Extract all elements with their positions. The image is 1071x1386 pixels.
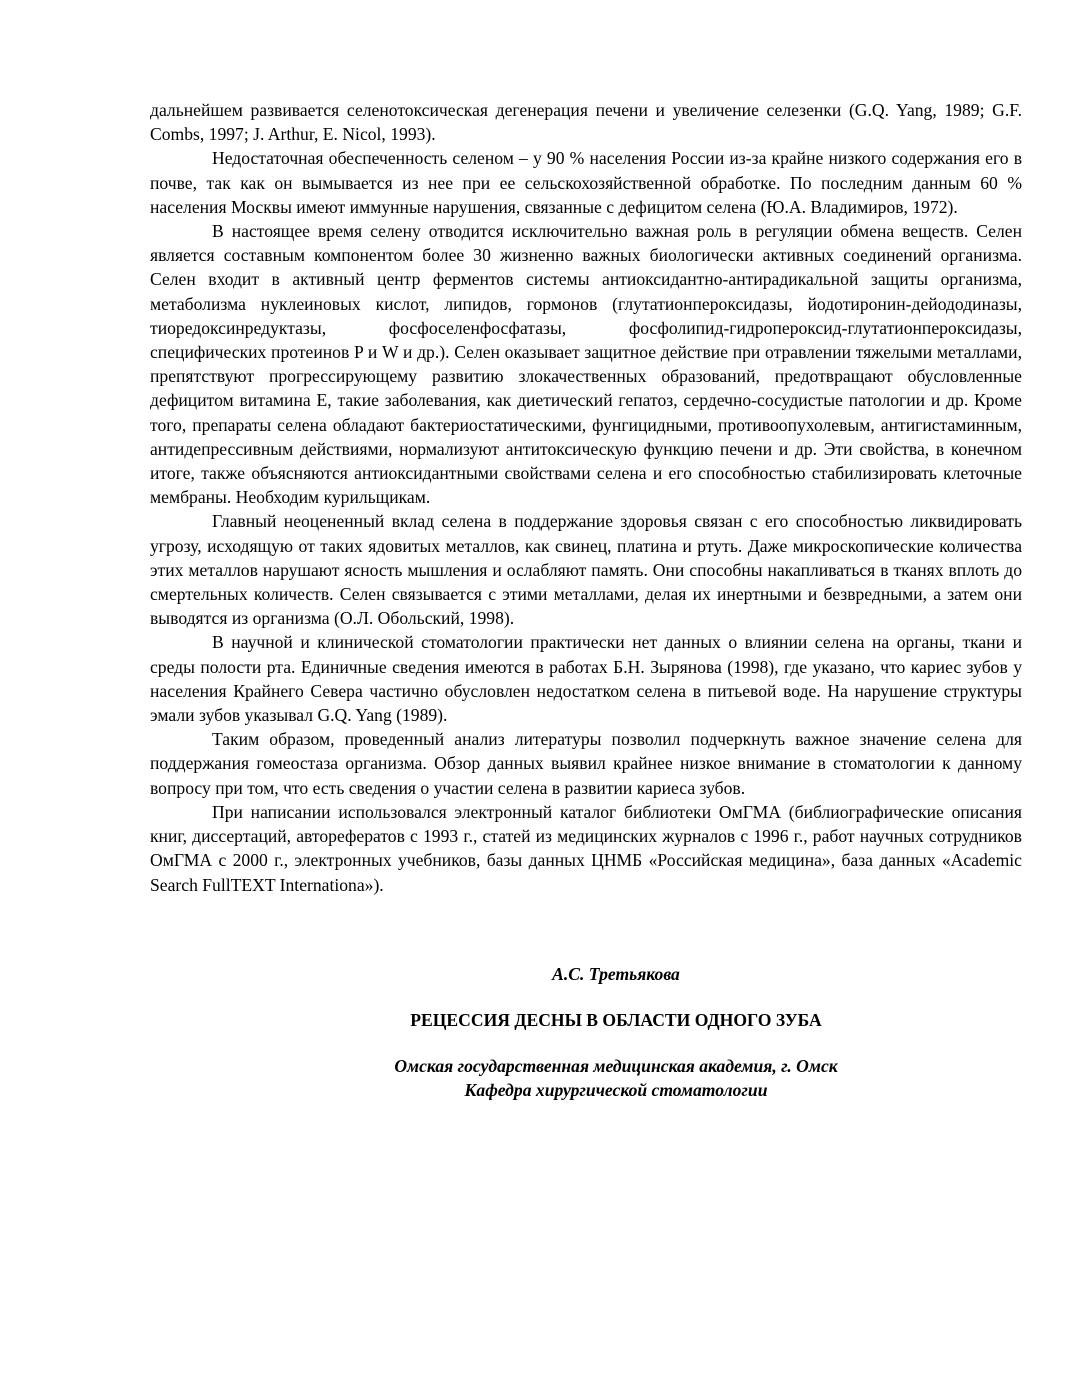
paragraph-selenium-role: В настоящее время селену отводится исключительно важная роль в регуляции обмена веществ. Селен является составным компонентом более 30 жизненно важных биологически активных соединений организма. Селен входит в активный центр ферментов системы антиоксидантно-антирадикальной защиты организма, метаболизма нуклеиновых кислот, липидов, гормонов (глутатионпероксидазы, йодотиронин-дейододиназы, тиоредоксинредуктазы, фосфоселенфосфатазы, фосфолипид-гидропероксид-глутатионпероксидазы, специфических протеинов P и W и др.). Селен оказывает защитное действие при отравлении тяжелыми металлами, препятствуют прогрессирующему развитию злокачественных образований, предотвращают обусловленные дефицитом витамина Е, такие заболевания, как диетический гепатоз, сердечно-сосудистые патологии и др. Кроме того, препараты селена обладают бактериостатическими, фунгицидными, противоопухолевым, антигистаминным, антидепрессивным действиями, нормализуют антитоксическую функцию печени и др. Эти свойства, в конечном итоге, также объясняются антиоксидантными свойствами селена и его способностью стабилизировать клеточные мембраны. Необходим курильщикам.	[150, 221, 1022, 508]
paragraph-selenium-deficiency: Недостаточная обеспеченность селеном – у 90 % населения России из-за крайне низкого содержания его в почве, так как он вымывается из нее при ее сельскохозяйственной обработке. По последним данным 60 % населения Москвы имеют иммунные нарушения, связанные с дефицитом селена (Ю.А. Владимиров, 1972).	[150, 148, 1022, 217]
document-page	[150, 98, 1022, 1103]
paragraph-catalog: При написании использовался электронный каталог библиотеки ОмГМА (библиографические описания книг, диссертаций, авторефератов с 1993 г., статей из медицинских журналов с 1996 г., работ научных сотрудников ОмГМА с 2000 г., электронных учебников, базы данных ЦНМБ «Российская медицина», база данных «Academic Search FullTEXT Internationa»).	[150, 801, 1022, 895]
article-author: А.С. Третьякова	[552, 963, 680, 984]
article-affiliation-institution: Омская государственная медицинская академия, г. Омск	[394, 1056, 838, 1077]
article-affiliation-department: Кафедра хирургической стоматологии	[464, 1080, 768, 1101]
next-article-header	[150, 962, 1022, 1103]
article-title: РЕЦЕССИЯ ДЕСНЫ В ОБЛАСТИ ОДНОГО ЗУБА	[410, 1009, 822, 1030]
paragraph-dentistry: В научной и клинической стоматологии практически нет данных о влиянии селена на органы, ткани и среды полости рта. Единичные сведения имеются в работах Б.Н. Зырянова (1998), где указано, что кариес зубов у населения Крайнего Севера частично обусловлен недостатком селена в питьевой воде. На нарушение структуры эмали зубов указывал G.Q. Yang (1989).	[150, 632, 1022, 726]
paragraph-conclusion: Таким образом, проведенный анализ литературы позволил подчеркнуть важное значение селена для поддержания гомеостаза организма. Обзор данных выявил крайнее низкое внимание в стоматологии к данному вопросу при том, что есть сведения о участии селена в развитии кариеса зубов.	[150, 729, 1022, 798]
paragraph-heavy-metals: Главный неоцененный вклад селена в поддержание здоровья связан с его способностью ликвидировать угрозу, исходящую от таких ядовитых металлов, как свинец, платина и ртуть. Даже микроскопические количества этих металлов нарушают ясность мышления и ослабляют память. Они способны накапливаться в тканях вплоть до смертельных количеств. Селен связывается с этими металлами, делая их инертными и безвредными, а затем они выводятся из организма (О.Л. Обольский, 1998).	[150, 511, 1022, 629]
paragraph-continuation: дальнейшем развивается селенотоксическая дегенерация печени и увеличение селезенки (G.Q. Yang, 1989; G.F. Combs, 1997; J. Arthur, E. Nicol, 1993).	[150, 100, 1022, 145]
section-spacer	[150, 897, 1022, 962]
